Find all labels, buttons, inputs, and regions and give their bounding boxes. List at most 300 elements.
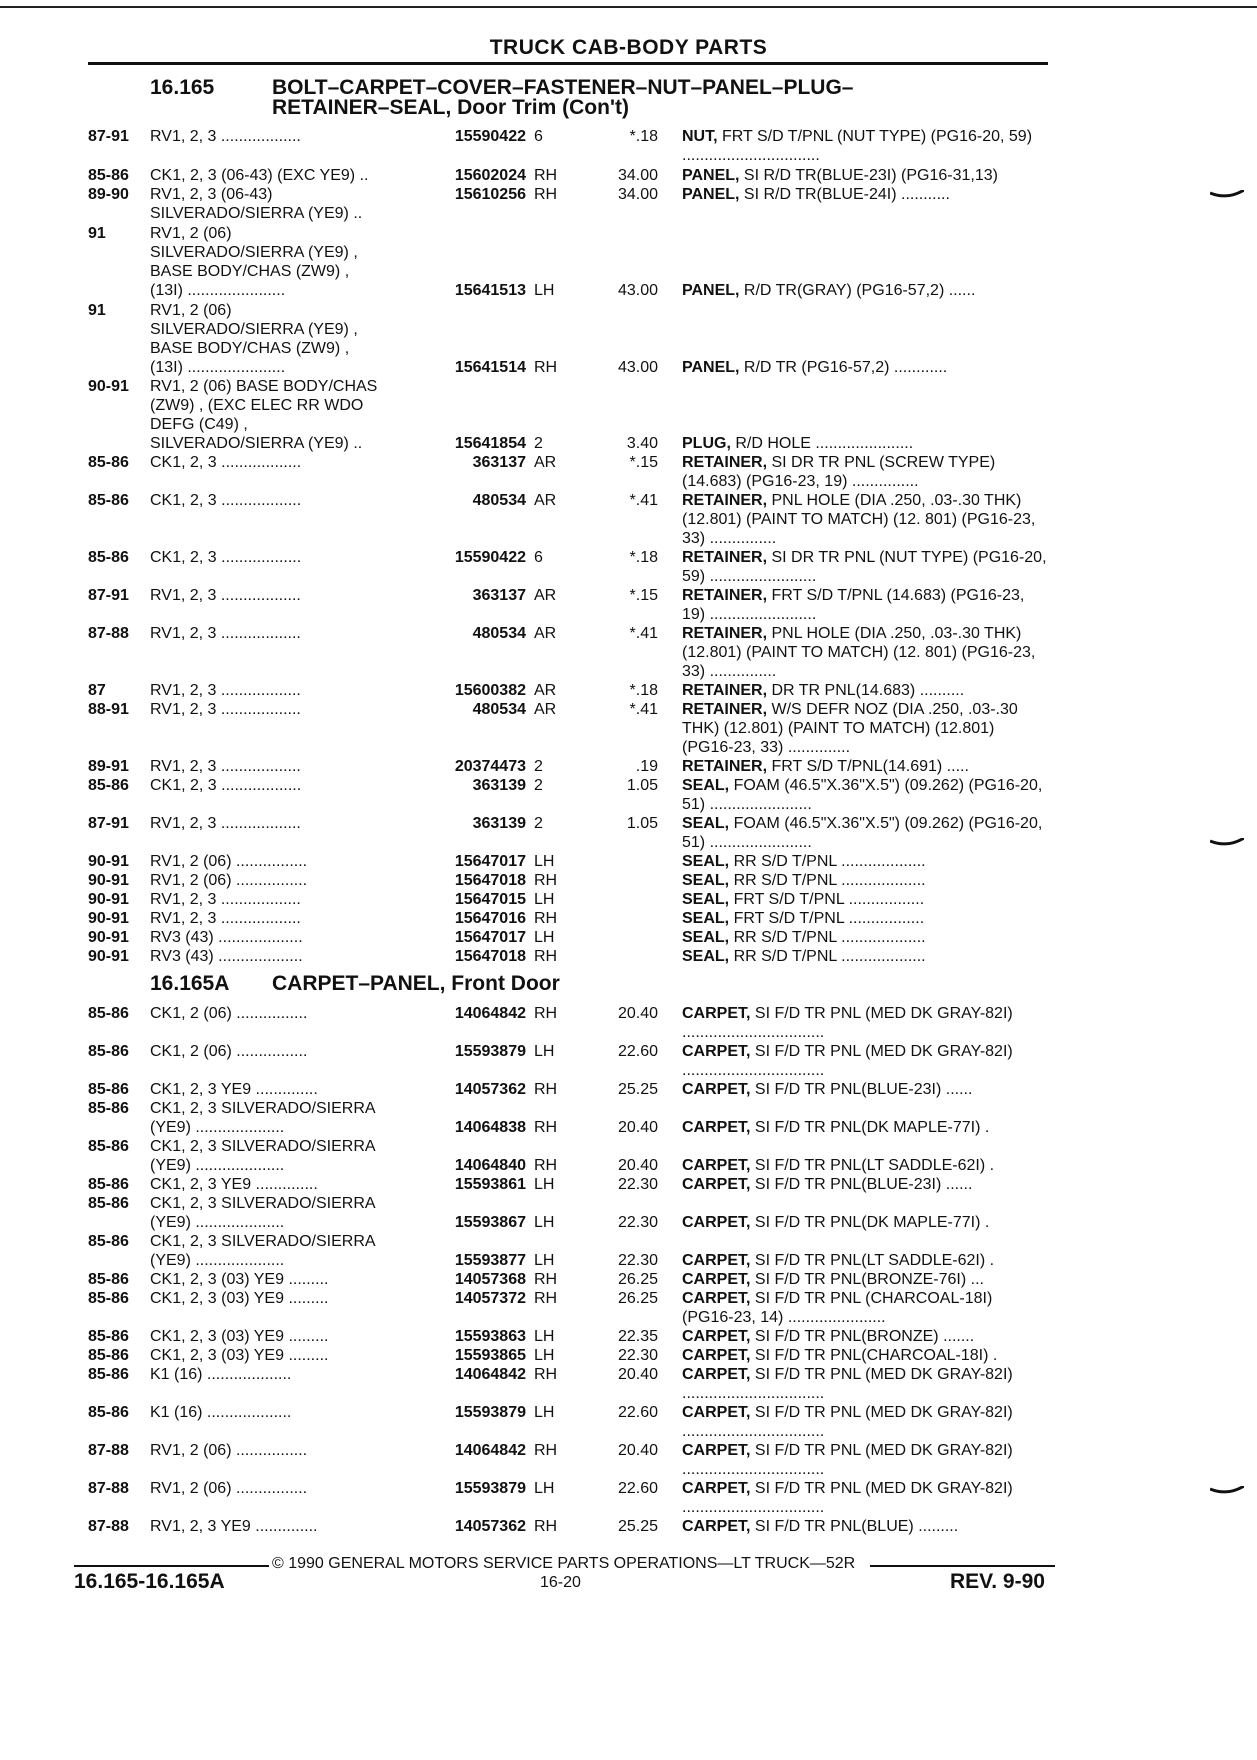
part-name: SEAL,: [682, 853, 730, 870]
model-years: 85-86: [88, 1081, 129, 1098]
part-description-text: FOAM (46.5"X.36"X.5") (09.262) (PG16-20, 51) .......................: [682, 815, 1043, 851]
model-years: 88-91: [88, 701, 129, 718]
part-description: [682, 1213, 1047, 1232]
quantity: 2: [534, 758, 543, 775]
price: 22.60: [617, 1480, 658, 1497]
price: 20.40: [617, 1119, 658, 1136]
model-years: 90-91: [88, 378, 129, 395]
part-number: 14057372: [454, 1290, 526, 1307]
part-description-text: RR S/D T/PNL ...................: [729, 872, 926, 889]
model-years: 89-91: [88, 758, 129, 775]
model-application: RV1, 2 (06) ................: [150, 1480, 308, 1497]
part-description-text: SI F/D TR PNL (MED DK GRAY-82I) ................................: [682, 1480, 1013, 1516]
model-years: 85-86: [88, 1271, 129, 1288]
price: 22.30: [617, 1214, 658, 1231]
part-description: [682, 890, 1047, 909]
part-number: 15593877: [454, 1252, 526, 1269]
part-description: [682, 453, 1047, 491]
model-application: RV1, 2 (06) SILVERADO/SIERRA (YE9) , BASE BODY/CHAS (ZW9) , (13I) ......................: [150, 302, 358, 376]
part-number: 15593861: [454, 1176, 526, 1193]
price: 25.25: [617, 1518, 658, 1535]
price: 25.25: [617, 1081, 658, 1098]
part-description: [682, 1289, 1047, 1327]
part-name: PANEL,: [682, 167, 740, 184]
price: 1.05: [626, 815, 658, 832]
part-description-text: SI DR TR PNL (SCREW TYPE) (14.683) (PG16-23, 19) ...............: [682, 454, 996, 490]
part-number: 363137: [472, 454, 526, 471]
model-years: 91: [88, 225, 106, 242]
model-application: CK1, 2, 3 (03) YE9 .........: [150, 1290, 329, 1307]
part-number: 15647015: [454, 891, 526, 908]
model-application: CK1, 2, 3 (03) YE9 .........: [150, 1271, 329, 1288]
model-application: RV1, 2 (06) ................: [150, 872, 308, 889]
margin-tick-mark: [1210, 1486, 1244, 1496]
part-description-text: FRT S/D T/PNL (14.683) (PG16-23, 19) ........................: [682, 587, 1025, 623]
part-description-text: SI R/D TR(BLUE-24I) ...........: [739, 186, 950, 203]
model-years: 87-88: [88, 1480, 129, 1497]
price: *.18: [629, 549, 658, 566]
model-application: RV1, 2, 3 ..................: [150, 625, 301, 642]
part-description: [682, 1346, 1047, 1365]
margin-tick-mark: [1210, 838, 1244, 848]
part-name: CARPET,: [682, 1518, 751, 1535]
model-years: 87-91: [88, 815, 129, 832]
section-title-line1: BOLT–CARPET–COVER–FASTENER–NUT–PANEL–PLUG–: [272, 76, 854, 99]
part-description: [682, 947, 1047, 966]
part-name: SEAL,: [682, 891, 730, 908]
part-name: PLUG,: [682, 435, 731, 452]
part-description: [682, 700, 1047, 757]
model-application: CK1, 2 (06) ................: [150, 1005, 308, 1022]
model-years: 90-91: [88, 853, 129, 870]
part-number: 14064840: [454, 1157, 526, 1174]
quantity: 6: [534, 128, 543, 145]
part-description-text: SI F/D TR PNL(BRONZE-76I) ...: [750, 1271, 984, 1288]
part-number: 15593879: [454, 1404, 526, 1421]
part-name: SEAL,: [682, 910, 730, 927]
part-description-text: SI F/D TR PNL(DK MAPLE-77I) .: [750, 1214, 990, 1231]
quantity: AR: [534, 587, 557, 604]
model-application: CK1, 2, 3 SILVERADO/SIERRA (YE9) ....................: [150, 1233, 376, 1269]
section-number: 16.165A: [150, 972, 230, 995]
part-description: [682, 1327, 1047, 1346]
price: 20.40: [617, 1005, 658, 1022]
part-name: SEAL,: [682, 929, 730, 946]
price: *.15: [629, 587, 658, 604]
price: 22.30: [617, 1176, 658, 1193]
quantity: AR: [534, 625, 557, 642]
price: *.41: [629, 492, 658, 509]
part-number: 15590422: [454, 128, 526, 145]
part-description-text: FOAM (46.5"X.36"X.5") (09.262) (PG16-20, 51) .......................: [682, 777, 1043, 813]
part-number: 363139: [472, 777, 526, 794]
model-years: 85-86: [88, 1233, 129, 1250]
part-description: [682, 757, 1047, 776]
part-description: [682, 586, 1047, 624]
price: .19: [635, 758, 658, 775]
model-years: 85-86: [88, 1100, 129, 1117]
part-description-text: SI F/D TR PNL(BLUE-23I) ......: [750, 1081, 973, 1098]
quantity: RH: [534, 186, 558, 203]
part-number: 480534: [472, 492, 526, 509]
part-number: 363137: [472, 587, 526, 604]
model-years: 91: [88, 302, 106, 319]
part-description: [682, 814, 1047, 852]
quantity: RH: [534, 1518, 558, 1535]
quantity: RH: [534, 1005, 558, 1022]
part-description: [682, 1270, 1047, 1289]
part-description: [682, 871, 1047, 890]
part-name: CARPET,: [682, 1271, 751, 1288]
price: 22.30: [617, 1347, 658, 1364]
part-description-text: R/D TR(GRAY) (PG16-57,2) ......: [739, 282, 976, 299]
quantity: AR: [534, 492, 557, 509]
part-name: PANEL,: [682, 282, 740, 299]
model-years: 85-86: [88, 777, 129, 794]
model-years: 85-86: [88, 1290, 129, 1307]
part-number: 15593863: [454, 1328, 526, 1345]
model-years: 85-86: [88, 1176, 129, 1193]
price: *.18: [629, 128, 658, 145]
part-number: 15647018: [454, 872, 526, 889]
part-name: CARPET,: [682, 1480, 751, 1497]
part-number: 15610256: [454, 186, 526, 203]
price: 43.00: [617, 282, 658, 299]
quantity: LH: [534, 1214, 555, 1231]
page-title: TRUCK CAB-BODY PARTS: [489, 36, 768, 59]
model-years: 90-91: [88, 891, 129, 908]
quantity: LH: [534, 929, 555, 946]
part-description: [682, 1479, 1047, 1517]
part-name: SEAL,: [682, 815, 730, 832]
part-name: CARPET,: [682, 1119, 751, 1136]
footer-revision: REV. 9-90: [950, 1570, 1045, 1593]
part-name: CARPET,: [682, 1290, 751, 1307]
quantity: 2: [534, 815, 543, 832]
price: 34.00: [617, 186, 658, 203]
part-description: [682, 624, 1047, 681]
part-description: [682, 127, 1047, 165]
part-description-text: SI F/D TR PNL (MED DK GRAY-82I) ................................: [682, 1043, 1013, 1079]
part-description-text: SI F/D TR PNL(CHARCOAL-18I) .: [750, 1347, 998, 1364]
model-application: RV1, 2, 3 ..................: [150, 682, 301, 699]
price: *.15: [629, 454, 658, 471]
model-application: K1 (16) ...................: [150, 1366, 292, 1383]
part-number: 15641854: [454, 435, 526, 452]
part-description-text: SI F/D TR PNL(LT SADDLE-62I) .: [750, 1252, 995, 1269]
margin-tick-mark: [1210, 190, 1244, 200]
footer-rule-right: [870, 1565, 1055, 1567]
model-application: RV1, 2, 3 ..................: [150, 587, 301, 604]
part-name: RETAINER,: [682, 492, 768, 509]
model-years: 87: [88, 682, 106, 699]
quantity: LH: [534, 1176, 555, 1193]
part-number: 15641514: [454, 359, 526, 376]
part-description-text: FRT S/D T/PNL(14.691) .....: [767, 758, 969, 775]
footer-section-range: 16.165-16.165A: [74, 1570, 225, 1593]
part-number: 15647017: [454, 853, 526, 870]
model-application: RV1, 2, 3 YE9 ..............: [150, 1518, 318, 1535]
model-application: CK1, 2, 3 ..................: [150, 777, 302, 794]
part-number: 15590422: [454, 549, 526, 566]
part-name: SEAL,: [682, 948, 730, 965]
part-description: [682, 776, 1047, 814]
part-description: [682, 185, 1047, 204]
model-years: 85-86: [88, 454, 129, 471]
part-name: NUT,: [682, 128, 718, 145]
footer-page-number: 16-20: [540, 1574, 581, 1591]
part-number: 20374473: [454, 758, 526, 775]
price: 3.40: [626, 435, 658, 452]
quantity: LH: [534, 282, 555, 299]
part-description-text: RR S/D T/PNL ...................: [729, 929, 926, 946]
quantity: LH: [534, 1252, 555, 1269]
footer-rule-left: [74, 1565, 269, 1567]
model-application: RV1, 2 (06) ................: [150, 1442, 308, 1459]
price: *.41: [629, 625, 658, 642]
part-description-text: FRT S/D T/PNL .................: [729, 891, 925, 908]
part-name: RETAINER,: [682, 625, 768, 642]
price: *.41: [629, 701, 658, 718]
model-application: RV1, 2, 3 ..................: [150, 910, 301, 927]
part-number: 480534: [472, 625, 526, 642]
price: 20.40: [617, 1442, 658, 1459]
model-application: CK1, 2, 3 SILVERADO/SIERRA (YE9) ....................: [150, 1195, 376, 1231]
part-number: 15647017: [454, 929, 526, 946]
quantity: RH: [534, 1157, 558, 1174]
part-number: 15602024: [454, 167, 526, 184]
part-name: PANEL,: [682, 186, 740, 203]
model-years: 85-86: [88, 492, 129, 509]
quantity: AR: [534, 682, 557, 699]
part-description: [682, 166, 1047, 185]
part-name: RETAINER,: [682, 701, 768, 718]
part-name: CARPET,: [682, 1347, 751, 1364]
part-name: CARPET,: [682, 1328, 751, 1345]
part-number: 15647018: [454, 948, 526, 965]
part-number: 15593879: [454, 1043, 526, 1060]
part-description-text: FRT S/D T/PNL .................: [729, 910, 925, 927]
price: 22.60: [617, 1043, 658, 1060]
quantity: RH: [534, 1271, 558, 1288]
model-application: CK1, 2, 3 (03) YE9 .........: [150, 1347, 329, 1364]
part-number: 15593879: [454, 1480, 526, 1497]
part-number: 15593867: [454, 1214, 526, 1231]
part-name: RETAINER,: [682, 587, 768, 604]
model-application: RV1, 2, 3 ..................: [150, 128, 301, 145]
quantity: RH: [534, 872, 558, 889]
price: *.18: [629, 682, 658, 699]
part-description: [682, 681, 1047, 700]
part-number: 14064842: [454, 1442, 526, 1459]
model-application: K1 (16) ...................: [150, 1404, 292, 1421]
part-number: 15593865: [454, 1347, 526, 1364]
model-application: RV1, 2, 3 ..................: [150, 701, 301, 718]
model-application: CK1, 2, 3 ..................: [150, 492, 302, 509]
part-description: [682, 548, 1047, 586]
model-years: 85-86: [88, 1005, 129, 1022]
part-description-text: SI F/D TR PNL (MED DK GRAY-82I) ................................: [682, 1442, 1013, 1478]
quantity: LH: [534, 1480, 555, 1497]
model-application: RV1, 2, 3 ..................: [150, 815, 301, 832]
quantity: RH: [534, 948, 558, 965]
part-description-text: PNL HOLE (DIA .250, .03-.30 THK) (12.801) (PAINT TO MATCH) (12. 801) (PG16-23, 33) ...............: [682, 625, 1036, 680]
quantity: 2: [534, 777, 543, 794]
price: 20.40: [617, 1157, 658, 1174]
part-number: 14064842: [454, 1366, 526, 1383]
price: 20.40: [617, 1366, 658, 1383]
part-number: 480534: [472, 701, 526, 718]
part-number: 15641513: [454, 282, 526, 299]
quantity: RH: [534, 1081, 558, 1098]
quantity: RH: [534, 1290, 558, 1307]
quantity: AR: [534, 701, 557, 718]
model-years: 85-86: [88, 1347, 129, 1364]
part-description: [682, 358, 1047, 377]
quantity: 6: [534, 549, 543, 566]
price: 43.00: [617, 359, 658, 376]
part-name: CARPET,: [682, 1081, 751, 1098]
model-application: CK1, 2, 3 YE9 ..............: [150, 1176, 318, 1193]
part-description: [682, 909, 1047, 928]
quantity: LH: [534, 1043, 555, 1060]
part-number: 363139: [472, 815, 526, 832]
part-description: [682, 1080, 1047, 1099]
quantity: RH: [534, 910, 558, 927]
quantity: RH: [534, 1366, 558, 1383]
model-years: 85-86: [88, 1366, 129, 1383]
section-title: CARPET–PANEL, Front Door: [272, 972, 560, 995]
part-description-text: SI F/D TR PNL(BLUE) .........: [750, 1518, 959, 1535]
price: 22.35: [617, 1328, 658, 1345]
model-years: 85-86: [88, 1328, 129, 1345]
part-description: [682, 1175, 1047, 1194]
footer-copyright: © 1990 GENERAL MOTORS SERVICE PARTS OPERATIONS—LT TRUCK—52R: [272, 1555, 856, 1572]
part-description-text: SI F/D TR PNL(DK MAPLE-77I) .: [750, 1119, 990, 1136]
part-name: CARPET,: [682, 1404, 751, 1421]
quantity: 2: [534, 435, 543, 452]
part-description-text: SI F/D TR PNL(LT SADDLE-62I) .: [750, 1157, 995, 1174]
part-description: [682, 852, 1047, 871]
part-description-text: RR S/D T/PNL ...................: [729, 948, 926, 965]
part-name: CARPET,: [682, 1252, 751, 1269]
part-description: [682, 1365, 1047, 1403]
model-application: CK1, 2, 3 ..................: [150, 454, 302, 471]
quantity: RH: [534, 1119, 558, 1136]
part-description: [682, 434, 1047, 453]
part-description: [682, 1118, 1047, 1137]
part-name: CARPET,: [682, 1005, 751, 1022]
part-description: [682, 928, 1047, 947]
part-name: CARPET,: [682, 1214, 751, 1231]
price: 26.25: [617, 1271, 658, 1288]
model-application: CK1, 2, 3 YE9 ..............: [150, 1081, 318, 1098]
quantity: RH: [534, 359, 558, 376]
model-years: 87-88: [88, 1442, 129, 1459]
part-description: [682, 1251, 1047, 1270]
model-years: 85-86: [88, 1138, 129, 1155]
part-description-text: SI F/D TR PNL(BLUE-23I) ......: [750, 1176, 973, 1193]
part-description-text: SI F/D TR PNL (MED DK GRAY-82I) ................................: [682, 1366, 1013, 1402]
model-years: 90-91: [88, 872, 129, 889]
price: 22.60: [617, 1404, 658, 1421]
part-description-text: SI F/D TR PNL(BRONZE) .......: [750, 1328, 975, 1345]
quantity: RH: [534, 1442, 558, 1459]
part-description-text: SI F/D TR PNL (MED DK GRAY-82I) ................................: [682, 1005, 1013, 1041]
part-description-text: PNL HOLE (DIA .250, .03-.30 THK) (12.801) (PAINT TO MATCH) (12. 801) (PG16-23, 33) ...............: [682, 492, 1036, 547]
part-description-text: SI F/D TR PNL (MED DK GRAY-82I) ................................: [682, 1404, 1013, 1440]
part-description: [682, 1517, 1047, 1536]
model-application: RV1, 2 (06) ................: [150, 853, 308, 870]
part-name: RETAINER,: [682, 454, 768, 471]
model-years: 87-88: [88, 625, 129, 642]
model-application: CK1, 2, 3 ..................: [150, 549, 302, 566]
quantity: LH: [534, 853, 555, 870]
part-number: 14064838: [454, 1119, 526, 1136]
quantity: LH: [534, 1347, 555, 1364]
part-description-text: W/S DEFR NOZ (DIA .250, .03-.30 THK) (12.801) (PAINT TO MATCH) (12.801) (PG16-23, 33) ..............: [682, 701, 1018, 756]
part-description-text: SI F/D TR PNL (CHARCOAL-18I) (PG16-23, 14) ......................: [682, 1290, 993, 1326]
part-name: PANEL,: [682, 359, 740, 376]
model-years: 87-91: [88, 128, 129, 145]
part-description: [682, 1441, 1047, 1479]
model-application: RV3 (43) ...................: [150, 948, 303, 965]
model-years: 90-91: [88, 929, 129, 946]
price: 1.05: [626, 777, 658, 794]
part-description: [682, 491, 1047, 548]
quantity: LH: [534, 891, 555, 908]
part-description-text: DR TR PNL(14.683) ..........: [767, 682, 965, 699]
model-years: 85-86: [88, 1043, 129, 1060]
model-application: CK1, 2, 3 SILVERADO/SIERRA (YE9) ....................: [150, 1100, 376, 1136]
part-name: CARPET,: [682, 1157, 751, 1174]
model-years: 85-86: [88, 549, 129, 566]
model-years: 87-91: [88, 587, 129, 604]
part-number: 15600382: [454, 682, 526, 699]
part-number: 14064842: [454, 1005, 526, 1022]
price: 26.25: [617, 1290, 658, 1307]
quantity: LH: [534, 1328, 555, 1345]
model-application: RV1, 2, 3 ..................: [150, 891, 301, 908]
model-application: RV1, 2, 3 ..................: [150, 758, 301, 775]
part-number: 14057362: [454, 1518, 526, 1535]
model-years: 85-86: [88, 1195, 129, 1212]
part-description: [682, 1042, 1047, 1080]
price: 34.00: [617, 167, 658, 184]
model-application: CK1, 2, 3 (03) YE9 .........: [150, 1328, 329, 1345]
part-name: CARPET,: [682, 1442, 751, 1459]
model-application: RV1, 2, 3 (06-43) SILVERADO/SIERRA (YE9) ..: [150, 186, 363, 222]
model-application: RV1, 2 (06) BASE BODY/CHAS (ZW9) , (EXC ELEC RR WDO DEFG (C49) , SILVERADO/SIERRA (YE9) ..: [150, 378, 378, 452]
part-description-text: RR S/D T/PNL ...................: [729, 853, 926, 870]
part-name: SEAL,: [682, 777, 730, 794]
part-description-text: FRT S/D T/PNL (NUT TYPE) (PG16-20, 59) ...............................: [682, 128, 1033, 164]
model-years: 90-91: [88, 948, 129, 965]
part-description: [682, 1403, 1047, 1441]
section-title-line2: RETAINER–SEAL, Door Trim (Con't): [272, 96, 629, 119]
part-name: RETAINER,: [682, 682, 768, 699]
part-name: RETAINER,: [682, 549, 768, 566]
part-name: CARPET,: [682, 1366, 751, 1383]
part-name: CARPET,: [682, 1176, 751, 1193]
model-years: 89-90: [88, 186, 129, 203]
part-number: 14057362: [454, 1081, 526, 1098]
quantity: LH: [534, 1404, 555, 1421]
part-description-text: R/D TR (PG16-57,2) ............: [739, 359, 948, 376]
part-number: 14057368: [454, 1271, 526, 1288]
model-application: RV1, 2 (06) SILVERADO/SIERRA (YE9) , BASE BODY/CHAS (ZW9) , (13I) ......................: [150, 225, 358, 299]
quantity: RH: [534, 167, 558, 184]
